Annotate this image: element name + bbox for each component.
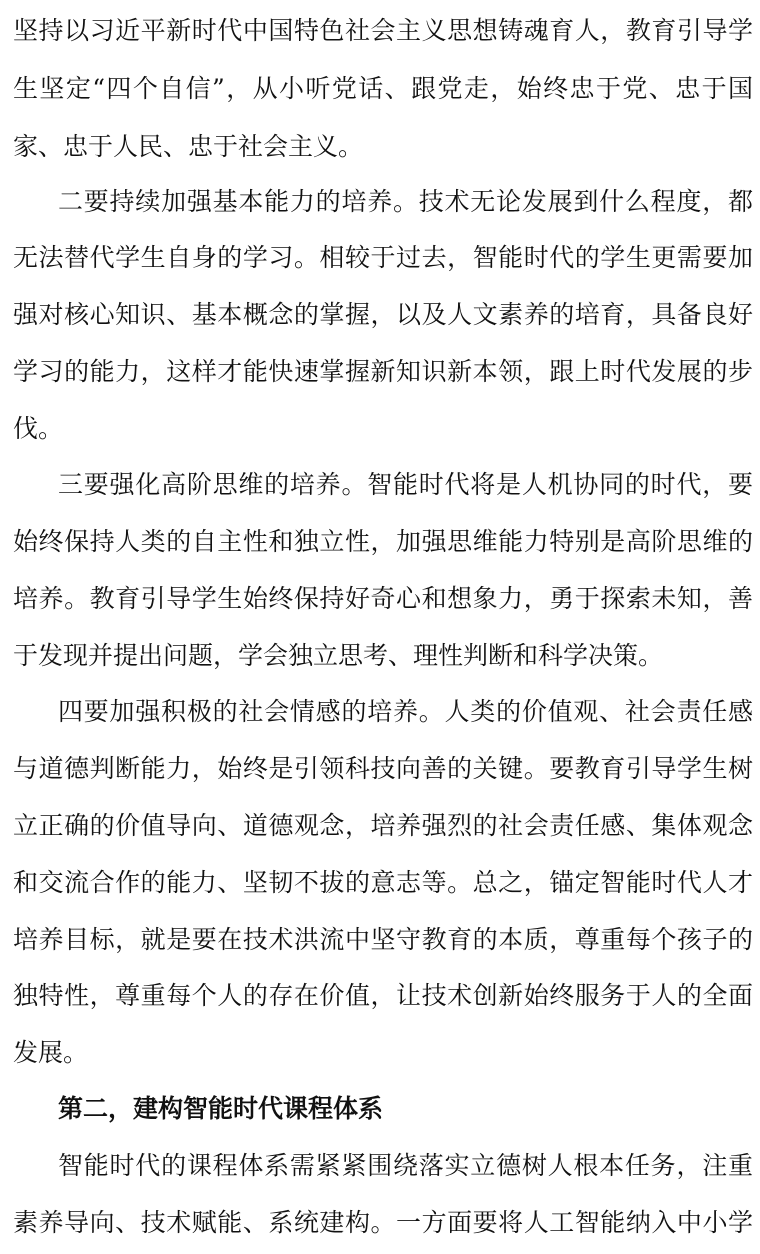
paragraph-line: 三要强化高阶思维的培养。智能时代将是人机协同的时代，要 — [58, 470, 753, 499]
paragraph-line: 智能时代的课程体系需紧紧围绕落实立德树人根本任务，注重 — [58, 1151, 753, 1180]
paragraph-line: 生坚定“四个自信”，从小听党话、跟党走，始终忠于党、忠于国 — [13, 74, 753, 103]
paragraph-line: 培养目标，就是要在技术洪流中坚守教育的本质，尊重每个孩子的 — [13, 925, 753, 954]
paragraph-line: 于发现并提出问题，学会独立思考、理性判断和科学决策。 — [13, 641, 664, 670]
paragraph-line: 立正确的价值导向、道德观念，培养强烈的社会责任感、集体观念 — [13, 811, 753, 840]
section-heading: 第二，建构智能时代课程体系 — [58, 1094, 384, 1123]
paragraph-line: 学习的能力，这样才能快速掌握新知识新本领，跟上时代发展的步 — [13, 357, 753, 386]
paragraph-line: 坚持以习近平新时代中国特色社会主义思想铸魂育人，教育引导学 — [13, 16, 753, 45]
paragraph-line: 二要持续加强基本能力的培养。技术无论发展到什么程度，都 — [58, 187, 753, 216]
paragraph-line: 培养。教育引导学生始终保持好奇心和想象力，勇于探索未知，善 — [13, 584, 753, 613]
paragraph-line: 与道德判断能力，始终是引领科技向善的关键。要教育引导学生树 — [13, 754, 753, 783]
paragraph-line: 独特性，尊重每个人的存在价值，让技术创新始终服务于人的全面 — [13, 981, 753, 1010]
paragraph-line: 无法替代学生自身的学习。相较于过去，智能时代的学生更需要加 — [13, 243, 753, 272]
paragraph-line: 伐。 — [13, 414, 64, 443]
paragraph-line: 和交流合作的能力、坚韧不拔的意志等。总之，锚定智能时代人才 — [13, 868, 753, 897]
paragraph-line: 强对核心知识、基本概念的掌握，以及人文素养的培育，具备良好 — [13, 300, 753, 329]
paragraph-line: 四要加强积极的社会情感的培养。人类的价值观、社会责任感 — [58, 697, 753, 726]
paragraph-line: 素养导向、技术赋能、系统建构。一方面要将人工智能纳入中小学 — [13, 1208, 753, 1237]
paragraph-line: 家、忠于人民、忠于社会主义。 — [13, 132, 364, 161]
paragraph-line: 发展。 — [13, 1038, 89, 1067]
paragraph-line: 始终保持人类的自主性和独立性，加强思维能力特别是高阶思维的 — [13, 527, 753, 556]
